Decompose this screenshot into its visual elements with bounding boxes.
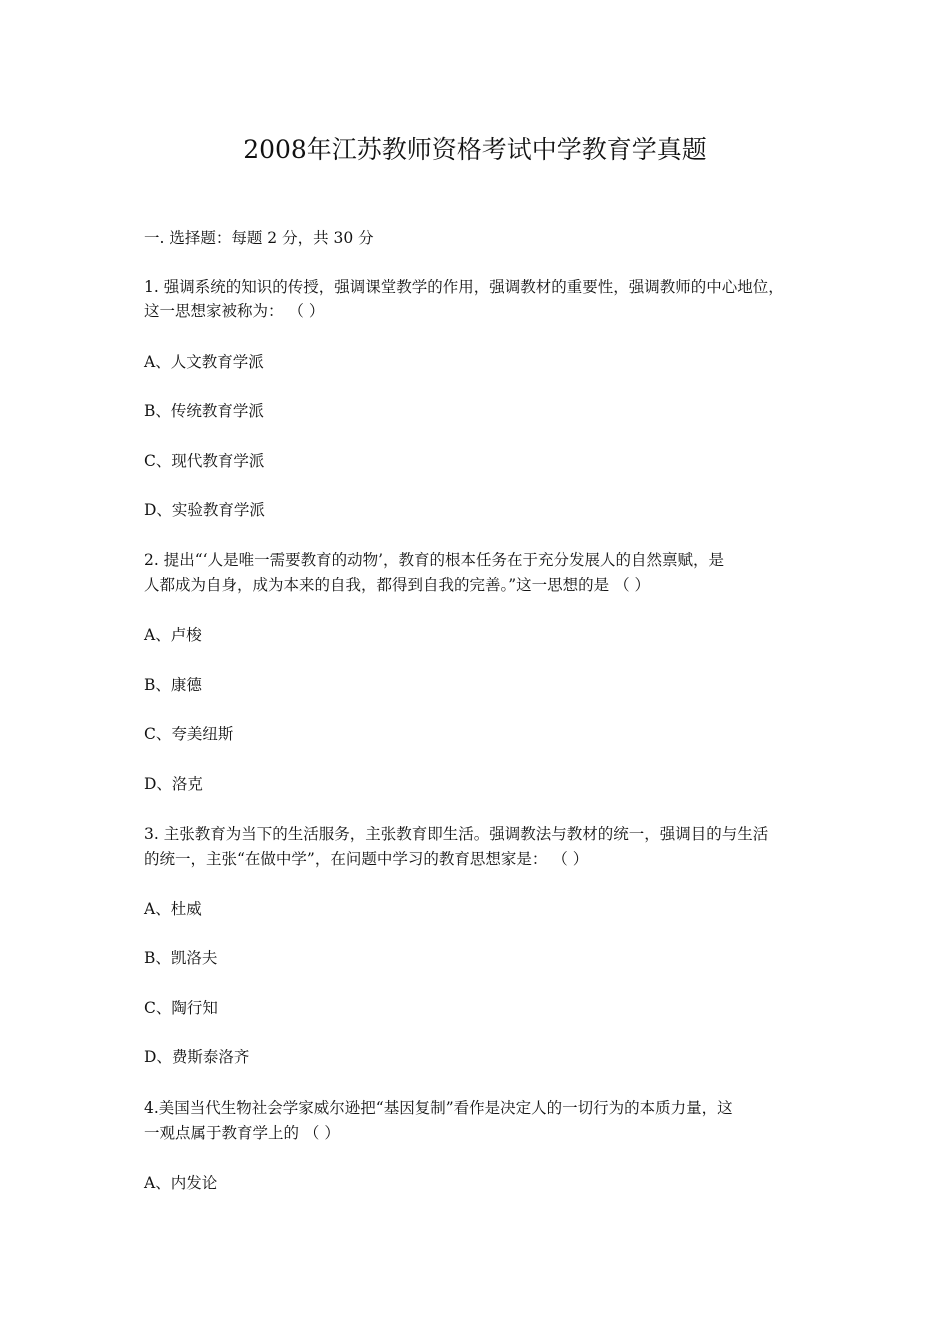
question-1-option-a: A、人文教育学派 (144, 353, 264, 371)
question-3-option-d: D、费斯泰洛齐 (144, 1048, 250, 1066)
question-3-option-b: B、凯洛夫 (144, 949, 218, 967)
page-title: 2008年江苏教师资格考试中学教育学真题 (243, 135, 707, 164)
question-2-option-d: D、洛克 (144, 775, 203, 793)
question-1-stem-line-1: 1. 强调系统的知识的传授，强调课堂教学的作用，强调教材的重要性，强调教师的中心地位， (144, 278, 784, 296)
question-3-option-a: A、杜威 (144, 900, 202, 918)
section-heading: 一. 选择题：每题 2 分，共 30 分 (144, 229, 374, 247)
question-3-stem-line-1: 3. 主张教育为当下的生活服务，主张教育即生活。强调教法与教材的统一，强调目的与生活 (144, 825, 769, 843)
question-2-option-c: C、夸美纽斯 (144, 725, 234, 743)
question-2-stem-line-2: 人都成为自身，成为本来的自我，都得到自我的完善。”这一思想的是 （ ） (144, 576, 651, 594)
question-3-option-c: C、陶行知 (144, 999, 218, 1017)
question-1-option-d: D、实验教育学派 (144, 501, 265, 519)
question-1-stem-line-2: 这一思想家被称为： （ ） (144, 302, 325, 320)
question-4-stem-line-1: 4.美国当代生物社会学家威尔逊把“基因复制”看作是决定人的一切行为的本质力量，这 (144, 1099, 733, 1117)
question-4-stem-line-2: 一观点属于教育学上的 （ ） (144, 1124, 340, 1142)
question-1-option-c: C、现代教育学派 (144, 452, 265, 470)
question-1-option-b: B、传统教育学派 (144, 402, 264, 420)
question-4-option-a: A、内发论 (144, 1174, 218, 1192)
question-2-option-a: A、卢梭 (144, 626, 202, 644)
question-2-stem-line-1: 2. 提出“‘人是唯一需要教育的动物’，教育的根本任务在于充分发展人的自然禀赋，是 (144, 551, 724, 569)
question-3-stem-line-2: 的统一，主张“在做中学”，在问题中学习的教育思想家是： （ ） (144, 850, 589, 868)
question-2-option-b: B、康德 (144, 676, 202, 694)
